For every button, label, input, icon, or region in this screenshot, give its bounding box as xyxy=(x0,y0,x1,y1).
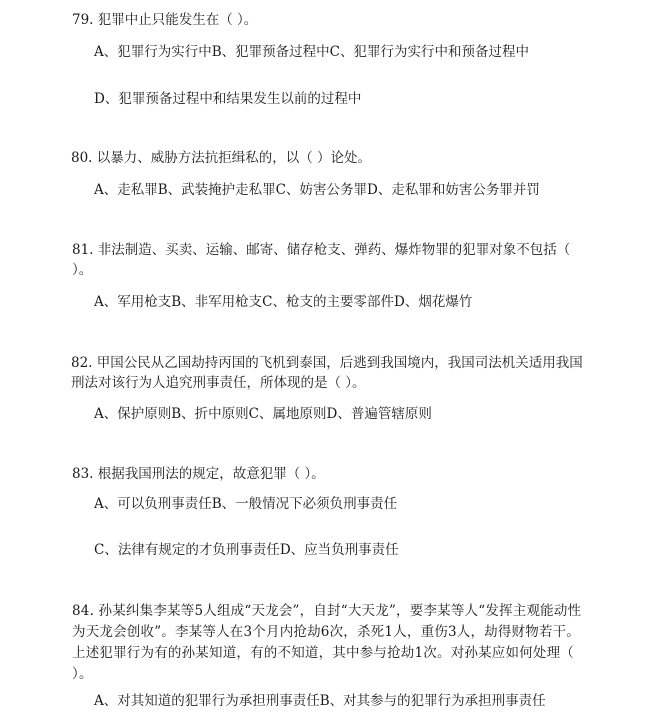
question-81-stem: 81. 非法制造、买卖、运输、邮寄、储存枪支、弹药、爆炸物罪的犯罪对象不包括（ ）。 xyxy=(72,242,571,278)
question-83-options-line-1: A、可以负刑事责任B、一般情况下必须负刑事责任 xyxy=(94,496,398,512)
question-79-stem: 79. 犯罪中止只能发生在（ ）。 xyxy=(72,12,258,28)
question-83-stem: 83. 根据我国刑法的规定，故意犯罪（ ）。 xyxy=(72,466,325,482)
question-79-options-line-1: A、犯罪行为实行中B、犯罪预备过程中C、犯罪行为实行中和预备过程中 xyxy=(94,44,529,60)
question-80-options-line-1: A、走私罪B、武装掩护走私罪C、妨害公务罪D、走私罪和妨害公务罪并罚 xyxy=(94,182,540,198)
question-82-stem: 82. 甲国公民从乙国劫持丙国的飞机到泰国，后逃到我国境内，我国司法机关适用我国刑法对该行为人追究刑事责任，所体现的是（ ）。 xyxy=(71,355,583,391)
question-84-stem: 84. 孙某纠集李某等5人组成“天龙会”，自封“大天龙”，要李某等人“发挥主观能动性为天龙会创收”。李某等人在3个月内抢劫6次，杀死1人，重伤3人，劫得财物若干。上述犯罪行为有的孙某知道，有的不知道，其中参与抢劫1次。对孙某应如何处理（ ）。 xyxy=(72,603,582,682)
question-84-options-line-1: A、对其知道的犯罪行为承担刑事责任B、对其参与的犯罪行为承担刑事责任 xyxy=(94,693,546,709)
question-81-options-line-1: A、军用枪支B、非军用枪支C、枪支的主要零部件D、烟花爆竹 xyxy=(94,294,473,310)
question-79-options-line-2: D、犯罪预备过程中和结果发生以前的过程中 xyxy=(94,91,362,107)
question-83-options-line-2: C、法律有规定的才负刑事责任D、应当负刑事责任 xyxy=(94,542,399,558)
question-82-options-line-1: A、保护原则B、折中原则C、属地原则D、普遍管辖原则 xyxy=(94,406,432,422)
question-80-stem: 80. 以暴力、威胁方法抗拒缉私的，以（ ）论处。 xyxy=(71,150,372,166)
